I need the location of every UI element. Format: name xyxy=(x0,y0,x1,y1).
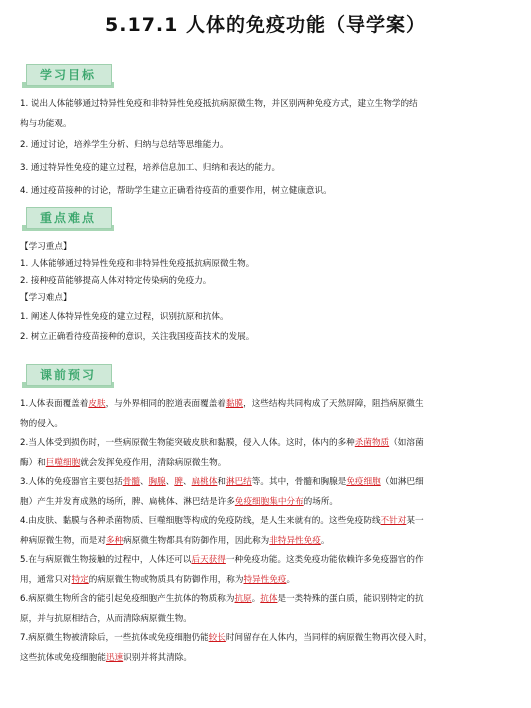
text-segment: 识别并将其清除。 xyxy=(123,652,192,663)
keyword-answer: 免疫细胞集中分布 xyxy=(234,496,304,507)
keyword-answer: 胸腺 xyxy=(148,477,166,487)
preview-line xyxy=(20,434,514,454)
keyword-answer: 淋巴结 xyxy=(225,477,252,487)
text-segment: 原，并与抗原相结合，从而清除病原微生物。 xyxy=(20,613,192,624)
keyword-answer: 黏膜 xyxy=(225,399,244,409)
text-segment: 3.人体的免疫器官主要包括 xyxy=(20,477,123,487)
text-line: 3. 通过特异性免疫的建立过程，培养信息加工、归纳和表达的能力。 xyxy=(20,162,281,173)
text-segment: 等。其中，骨髓和胸腺是 xyxy=(251,477,347,487)
text-segment: 的场所。 xyxy=(303,496,339,507)
keyword-answer: 后天获得 xyxy=(191,555,226,565)
keyword-answer: 迅速 xyxy=(105,652,124,663)
text-segment: （如淋巴细 xyxy=(380,477,424,487)
preview-line xyxy=(20,629,514,649)
section-label: 课前预习 xyxy=(39,368,96,382)
text-segment: （如溶菌 xyxy=(389,438,424,448)
preview-line xyxy=(20,649,514,669)
keyword-answer: 不针对 xyxy=(380,516,407,526)
section-label: 学习目标 xyxy=(39,68,96,82)
text-segment: 、 xyxy=(165,477,175,487)
text-line: 1. 人体能够通过特异性免疫和非特异性免疫抵抗病原微生物。 xyxy=(20,259,255,269)
text-line: 【学习重点】 xyxy=(20,242,72,252)
preview-line xyxy=(20,395,514,415)
text-segment: 这些抗体或免疫细胞能 xyxy=(20,652,106,663)
text-segment: 7.病原微生物被清除后，一些抗体或免疫细胞仍能 xyxy=(20,633,209,643)
keyword-answer: 骨髓 xyxy=(122,477,140,487)
text-segment: 就会发挥免疫作用，清除病原微生物。 xyxy=(80,457,227,468)
text-segment: 是一类特殊的蛋白质，能识别特定的抗 xyxy=(277,594,424,604)
keyword-answer: 脾 xyxy=(174,477,183,487)
text-segment: 和 xyxy=(217,477,226,487)
text-segment: 4.由皮肤、黏膜与各种杀菌物质、巨噬细胞等构成的免疫防线，是人生来就有的。这些免疫防线 xyxy=(20,516,381,526)
keyword-answer: 免疫细胞 xyxy=(346,477,381,487)
text-segment: 5.在与病原微生物接触的过程中，人体还可以 xyxy=(20,555,192,565)
keyword-answer: 皮肤 xyxy=(88,399,106,409)
text-segment: 物的侵入。 xyxy=(20,418,63,429)
section-header-keypoints xyxy=(22,207,114,231)
preview-line xyxy=(20,610,514,630)
text-line: 2. 通过讨论，培养学生分析、归纳与总结等思维能力。 xyxy=(20,139,229,150)
keyword-answer: 扁桃体 xyxy=(191,477,218,487)
text-segment: 、 xyxy=(139,477,149,487)
keyword-answer: 特定 xyxy=(71,574,89,585)
text-segment: 某一 xyxy=(406,516,424,526)
keyword-answer: 杀菌物质 xyxy=(354,438,390,448)
preview-line xyxy=(20,454,514,474)
text-segment: 6.病原微生物所含的能引起免疫细胞产生抗体的物质称为 xyxy=(20,594,235,604)
keyword-answer: 巨噬细胞 xyxy=(45,457,81,468)
keyword-answer: 特异性免疫 xyxy=(243,574,287,585)
text-line: 1. 阐述人体特异性免疫的建立过程，识别抗原和抗体。 xyxy=(20,312,229,322)
text-segment: 1.人体表面覆盖着 xyxy=(20,399,89,409)
text-segment: 2.当人体受到损伤时，一些病原微生物能突破皮肤和黏膜，侵入人体。这时，体内的多种 xyxy=(20,438,355,448)
text-segment: 。 xyxy=(286,574,296,585)
text-line: 构与功能观。 xyxy=(20,118,72,129)
page-title: 5.17.1 人体的免疫功能（导学案） xyxy=(105,14,426,36)
preview-line xyxy=(20,551,514,571)
section-label: 重点难点 xyxy=(39,211,96,225)
text-line: 4. 通过疫苗接种的讨论，帮助学生建立正确看待疫苗的重要作用，树立健康意识。 xyxy=(20,185,332,196)
keypoints-list xyxy=(20,239,514,347)
text-line: 1. 说出人体能够通过特异性免疫和非特异性免疫抵抗病原微生物，并区别两种免疫方式，建立生物学的结 xyxy=(20,99,418,109)
text-line: 2. 树立正确看待疫苗接种的意识，关注我国疫苗技术的发展。 xyxy=(20,332,255,342)
preview-line xyxy=(20,493,514,513)
text-segment: 种病原微生物，而是对 xyxy=(20,535,106,546)
section-header-objectives xyxy=(22,64,114,88)
text-segment: 的病原微生物或物质具有防御作用，称为 xyxy=(88,574,244,585)
keyword-answer: 抗体 xyxy=(260,594,278,604)
text-segment: 一种免疫功能。这类免疫功能依赖许多免疫器官的作 xyxy=(225,555,424,565)
objectives-list xyxy=(20,96,514,203)
text-segment: 酶）和 xyxy=(20,457,46,468)
text-segment: 时间留存在人体内，当同样的病原微生物再次侵入时， xyxy=(225,633,433,643)
text-segment: 病原微生物都具有防御作用，因此称为 xyxy=(123,535,270,546)
preview-line xyxy=(20,571,514,591)
keyword-answer: 非特异性免疫 xyxy=(269,535,321,546)
text-line: 2. 接种疫苗能够提高人体对特定传染病的免疫力。 xyxy=(20,276,212,286)
text-segment: 用，通常只对 xyxy=(20,574,72,585)
text-segment: ，这些结构共同构成了天然屏障，阻挡病原微生 xyxy=(243,399,424,409)
preview-list xyxy=(20,395,514,668)
text-segment: 、 xyxy=(182,477,192,487)
preview-line xyxy=(20,415,514,435)
keyword-answer: 较长 xyxy=(208,633,226,643)
text-segment: ，与外界相同的腔道表面覆盖着 xyxy=(105,399,226,409)
keyword-answer: 多种 xyxy=(105,535,124,546)
text-line: 【学习难点】 xyxy=(20,293,72,303)
preview-line xyxy=(20,473,514,493)
text-segment: 。 xyxy=(251,594,261,604)
text-segment: 胞）产生并发育成熟的场所，脾、扁桃体、淋巴结是许多 xyxy=(20,496,235,507)
keyword-answer: 抗原 xyxy=(234,594,252,604)
section-header-preview xyxy=(22,364,114,388)
text-segment: 。 xyxy=(320,535,330,546)
preview-line xyxy=(20,532,514,552)
preview-line xyxy=(20,590,514,610)
preview-line xyxy=(20,512,514,532)
